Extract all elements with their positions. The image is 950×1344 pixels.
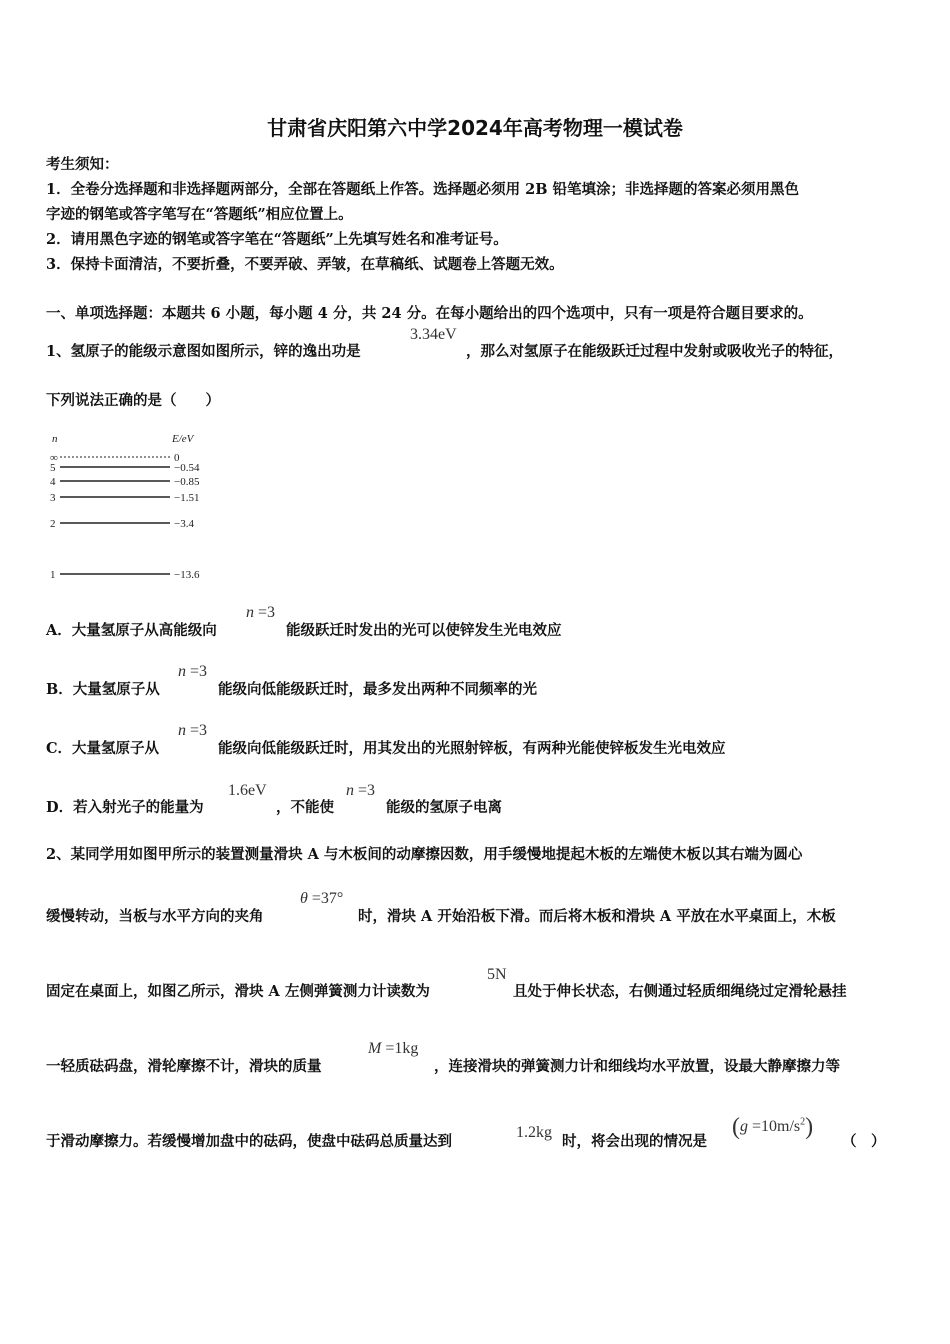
q2-line-5b: 时，将会出现的情况是 [562, 1133, 707, 1150]
q1-option-b-post: 能级向低能级跃迁时，最多发出两种不同频率的光 [218, 681, 537, 698]
q1-option-b-math [178, 663, 207, 681]
level-energy-label: −1.51 [174, 492, 200, 504]
q1-option-d-pre: D．若入射光子的能量为 [46, 799, 204, 816]
n-variable: n [178, 663, 186, 680]
q2-angle [300, 890, 343, 908]
g-value: =10m/s [748, 1118, 801, 1135]
level-energy-label: −13.6 [174, 569, 200, 581]
q2-line-4a: 一轻质砝码盘，滑轮摩擦不计，滑块的质量 [46, 1058, 322, 1075]
q2-force: 5N [487, 966, 507, 983]
n-value: =3 [254, 604, 276, 621]
notice-line-1a: 1．全卷分选择题和非选择题两部分，全部在答题纸上作答。选择题必须用 2B 铅笔填涂；非选择题的答案必须用黑色 [46, 181, 800, 198]
notice-line-3: 3．保持卡面清洁，不要折叠，不要弄破、弄皱，在草稿纸、试题卷上答题无效。 [46, 256, 564, 273]
q1-work-function: 3.34eV [410, 326, 457, 343]
q1-option-d-energy: 1.6eV [228, 782, 267, 799]
q2-line-3a: 固定在桌面上，如图乙所示，滑块 A 左侧弹簧测力计读数为 [46, 983, 430, 1000]
n-value: =3 [354, 782, 376, 799]
n-value: =3 [186, 722, 208, 739]
q1-option-c-post: 能级向低能级跃迁时，用其发出的光照射锌板，有两种光能使锌板发生光电效应 [218, 740, 726, 757]
q1-option-d-mid: ，不能使 [276, 799, 334, 816]
section-heading: 一、单项选择题：本题共 6 小题，每小题 4 分，共 24 分。在每小题给出的四个选项中，只有一项是符合题目要求的。 [46, 305, 813, 322]
q2-line-1: 2、某同学用如图甲所示的装置测量滑块 A 与木板间的动摩擦因数，用手缓慢地提起木板的左端使木板以其右端为圆心 [46, 846, 803, 863]
n-variable: n [246, 604, 254, 621]
diagram-n-label: n [52, 433, 58, 445]
notice-heading: 考生须知： [46, 156, 119, 173]
energy-level-diagram [44, 428, 224, 588]
mass-variable: M [368, 1040, 382, 1057]
q1-stem-c: 下列说法正确的是（ ） [46, 392, 220, 409]
level-n-label: 4 [50, 476, 56, 488]
q2-mass [368, 1040, 418, 1058]
q2-gravity: $(g =10m/s^2)$ [732, 1114, 814, 1140]
q2-line-5a: 于滑动摩擦力。若缓慢增加盘中的砝码，使盘中砝码总质量达到 [46, 1133, 452, 1150]
n-variable: n [178, 722, 186, 739]
q1-option-c-pre: C．大量氢原子从 [46, 740, 160, 757]
q2-line-2b: 时，滑块 A 开始沿板下滑。而后将木板和滑块 A 平放在水平桌面上，木板 [358, 908, 836, 925]
g-superscript: 2 [800, 1116, 806, 1128]
q1-option-b-pre: B．大量氢原子从 [46, 681, 160, 698]
angle-value: =37° [307, 890, 344, 907]
level-n-label: 2 [50, 518, 56, 530]
level-n-label: 5 [50, 462, 56, 474]
q1-option-a-post: 能级跃迁时发出的光可以使锌发生光电效应 [286, 622, 562, 639]
mass-value: =1kg [381, 1040, 419, 1057]
diagram-e-label: E/eV [172, 433, 194, 445]
g-variable: g [740, 1118, 748, 1135]
page-title: 甘肃省庆阳第六中学2024年高考物理一模试卷 [267, 116, 683, 140]
notice-line-2: 2．请用黑色字迹的钢笔或答字笔在“答题纸”上先填写姓名和准考证号。 [46, 231, 508, 248]
level-n-label: 1 [50, 569, 56, 581]
q1-option-c-math [178, 722, 207, 740]
level-n-label: ∞ [50, 452, 58, 464]
q2-line-4b: ，连接滑块的弹簧测力计和细线均水平放置，设最大静摩擦力等 [434, 1058, 840, 1075]
q1-option-d-math [346, 782, 375, 800]
q1-stem-a: 1、氢原子的能级示意图如图所示，锌的逸出功是 [46, 343, 361, 360]
level-energy-label: 0 [174, 452, 180, 464]
q1-option-d-post: 能级的氢原子电离 [386, 799, 502, 816]
q1-option-a [46, 619, 217, 640]
q2-line-5c: （ ） [842, 1133, 886, 1150]
notice-line-1b: 字迹的钢笔或答字笔写在“答题纸”相应位置上。 [46, 206, 353, 223]
level-energy-label: −3.4 [174, 518, 194, 530]
q1-stem-b: ，那么对氢原子在能级跃迁过程中发射或吸收光子的特征， [466, 343, 843, 360]
theta-variable: θ [300, 890, 308, 907]
q2-total-mass: 1.2kg [516, 1124, 552, 1141]
n-variable: n [346, 782, 354, 799]
level-n-label: 3 [50, 492, 56, 504]
level-energy-label: −0.85 [174, 476, 200, 488]
n-value: =3 [186, 663, 208, 680]
q2-line-3b: 且处于伸长状态，右侧通过轻质细绳绕过定滑轮悬挂 [513, 983, 847, 1000]
level-energy-label: −0.54 [174, 462, 200, 474]
q1-option-a-pre: A．大量氢原子从高能级向 [46, 622, 217, 639]
q2-line-2a: 缓慢转动，当板与水平方向的夹角 [46, 908, 264, 925]
q1-option-a-math [246, 604, 275, 622]
